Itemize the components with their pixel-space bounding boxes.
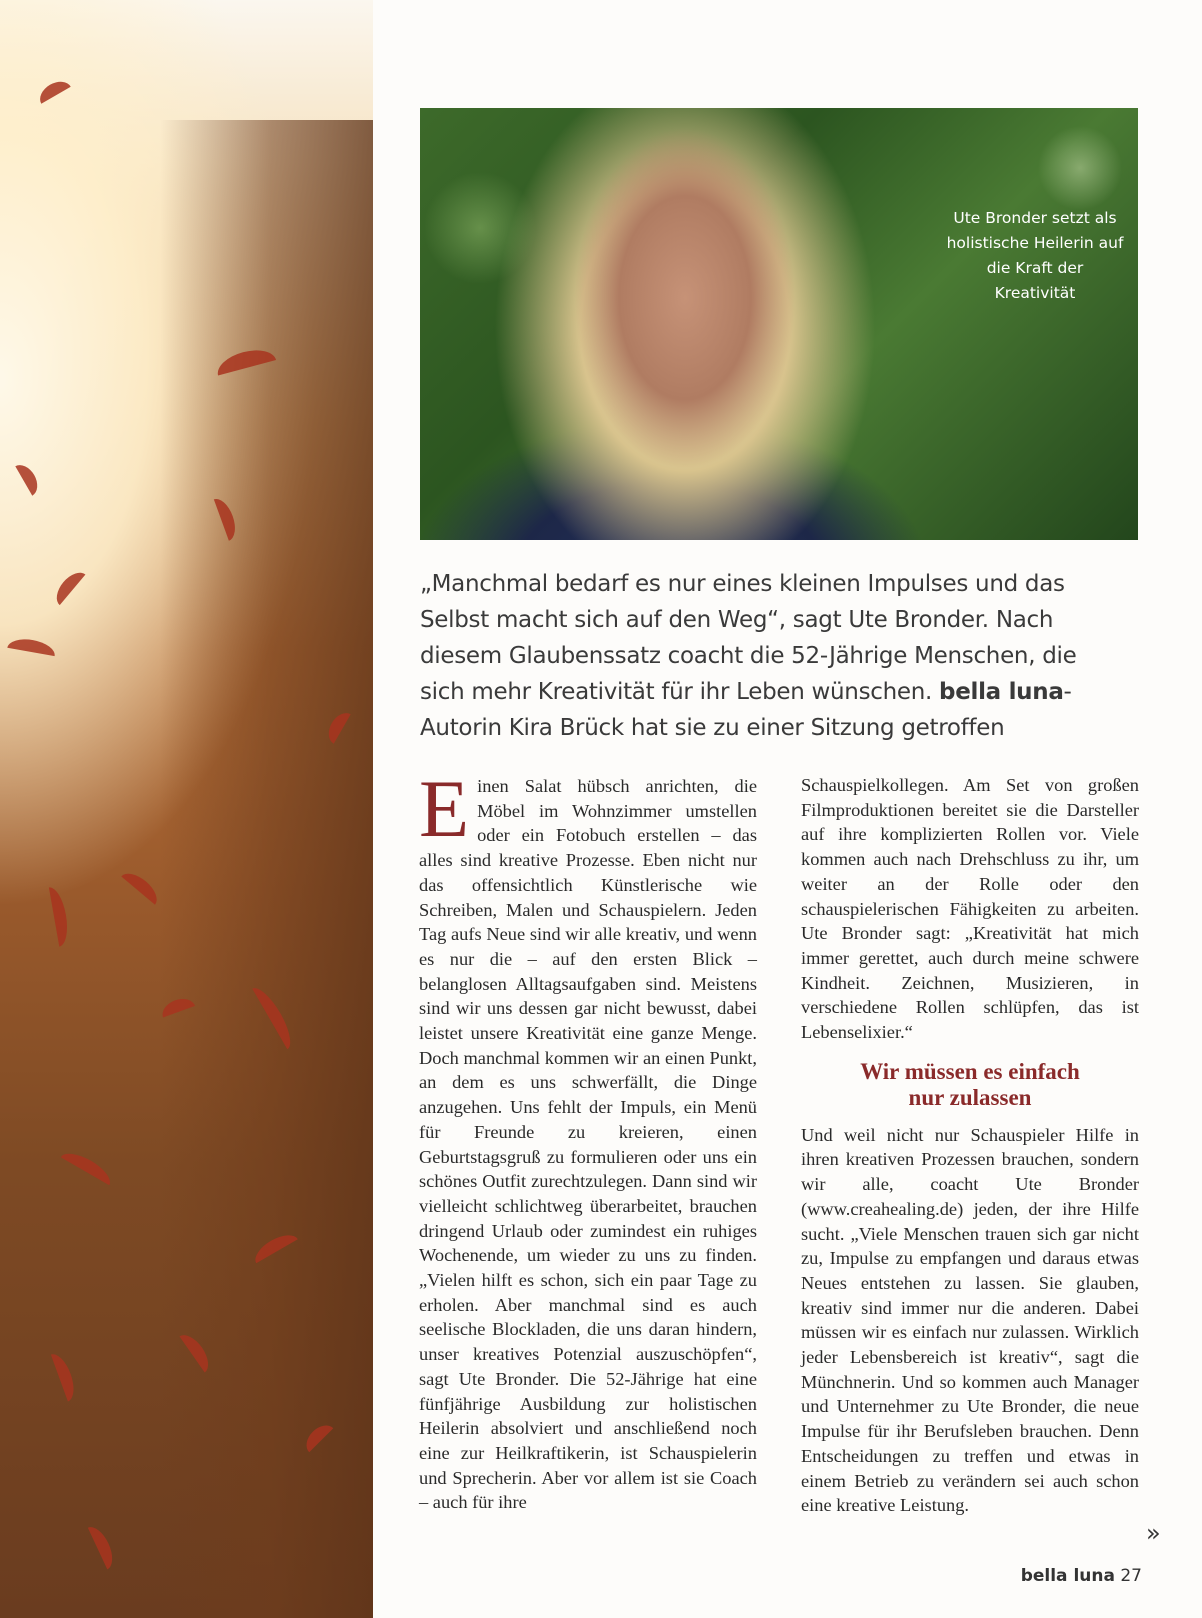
- leaf-shape: [35, 76, 70, 103]
- drop-cap: E: [419, 763, 470, 854]
- page-number: 27: [1120, 1566, 1142, 1586]
- subheading-line-2: nur zulassen: [908, 1084, 1032, 1110]
- article-body-left: inen Salat hübsch anrichten, die Möbel im Wohnzimmer umstellen oder ein Fotobuch erstellen – das alles sind kreative Prozesse. Eben nicht nur das offensichtlich Künstlerische wie Schreiben, Malen und Schauspielern. Jeden Tag aufs Neue sind wir alle kreativ, und wenn es nur die – auf den ersten Blick – belanglosen Alltagsaufgaben sind. Meistens sind wir uns dessen gar nicht bewusst, dabei leistet unsere Kreativität eine ganze Menge. Doch manchmal kommen wir an einen Punkt, an dem es uns schwerfällt, die Dinge anzugehen. Uns fehlt der Impuls, ein Menü für Freunde zu kreieren, einen Geburtstagsgruß zu formulieren oder uns ein schönes Outfit zurechtzulegen. Dann sind wir vielleicht schlichtweg überarbeitet, brauchen dringend Urlaub oder zumindest ein ruhiges Wochenende, um wieder zu uns zu finden. „Vielen hilft es schon, sich ein paar Tage zu erholen. Aber manchmal sind es auch seelische Blockladen, die uns daran hindern, unser kreatives Potenzial auszuschöpfen“, sagt Ute Bronder. Die 52-Jährige hat eine fünfjährige Ausbildung zur holistischen Heilerin absolviert und anschließend noch eine zur Heilkraftikerin, ist Schauspielerin und Sprecherin. Aber vor allem ist sie Coach – auch für ihre: [419, 776, 757, 1513]
- leaf-shape: [51, 1350, 79, 1401]
- portrait-photo: [420, 108, 1138, 540]
- intro-text: [420, 566, 1100, 746]
- article-column-left: [419, 763, 757, 1515]
- page-footer: [1021, 1566, 1142, 1586]
- intro-brand: bella luna: [939, 679, 1064, 705]
- photo-shadow: [160, 120, 373, 1618]
- article-subheading: [801, 1059, 1139, 1111]
- footer-brand: bella luna: [1020, 1566, 1115, 1586]
- leaf-shape: [7, 636, 56, 656]
- continue-arrow-icon: »: [1146, 1519, 1161, 1547]
- leaf-shape: [49, 885, 71, 946]
- intro-text-after: -Autorin Kira Brück hat sie zu einer Sitzung getroffen: [420, 679, 1072, 741]
- article-body-right-part1: Schauspielkollegen. Am Set von großen Filmproduktionen bereitet sie die Darsteller auf ihre komplizierten Rollen vor. Viele kommen auch nach Drehschluss zu ihr, um weiter an der Rolle oder den schauspielerischen Fähigkeiten zu arbeiten. Ute Bronder sagt: „Kreativität hat mich immer gerettet, auch durch meine schwere Kindheit. Zeichnen, Musizieren, in verschiedene Rollen schlüpfen, das ist Lebenselixier.“: [801, 775, 1139, 1043]
- article-body-right-part2: Und weil nicht nur Schauspieler Hilfe in ihren kreativen Prozessen brauchen, sondern wir alle, coacht Ute Bronder (www.creahealing.de) jeden, der ihre Hilfe sucht. „Viele Menschen trauen sich gar nicht zu, Impulse zu empfangen und daraus etwas Neues entstehen zu lassen. Sie glauben, kreativ sind immer nur die anderen. Dabei müssen wir es einfach nur zulassen. Wirklich jeder Lebensbereich ist kreativ“, sagt die Münchnerin. Und so kommen auch Manager und Unternehmer zu Ute Bronder, die neue Impulse für ihr Berufsleben brauchen. Denn Entscheidungen zu treffen und etwas in einem Betrieb zu verändern sei auch schon eine kreative Leistung.: [801, 1124, 1139, 1516]
- leaf-shape: [51, 567, 86, 605]
- intro-text-before: „Manchmal bedarf es nur eines kleinen Impulses und das Selbst macht sich auf den Weg“, sagt Ute Bronder. Nach diesem Glaubenssatz coacht die 52-Jährige Menschen, die sich mehr Kreativität für ihr Leben wünschen.: [420, 571, 1077, 705]
- subheading-line-1: Wir müssen es einfach: [860, 1058, 1080, 1084]
- leaf-shape: [88, 1523, 118, 1570]
- leaf-shape: [61, 1147, 115, 1185]
- article-column-right: [801, 773, 1139, 1518]
- leaf-shape: [121, 867, 162, 904]
- autumn-leaves-photo: [0, 0, 373, 1618]
- leaf-shape: [15, 460, 42, 495]
- photo-caption: Ute Bronder setzt als holistische Heilerin auf die Kraft der Kreativität: [946, 209, 1124, 302]
